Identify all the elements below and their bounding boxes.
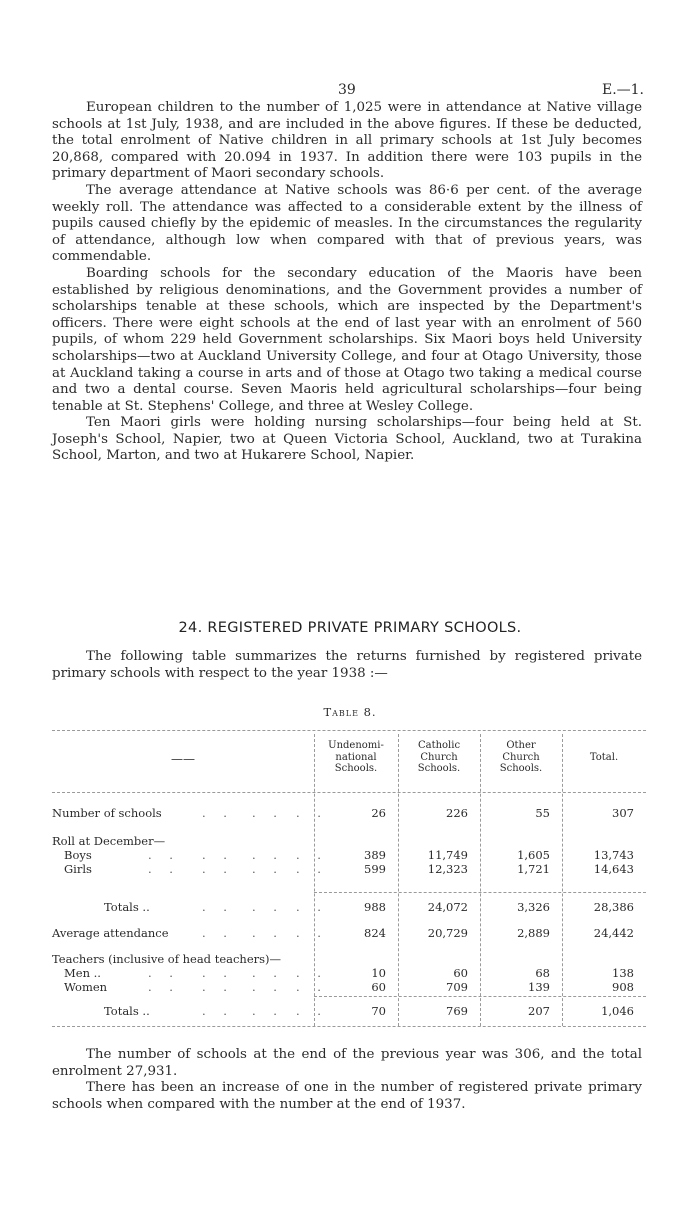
cell-schools-catholic: 226 (446, 806, 468, 820)
leader-dots: . . (202, 1004, 234, 1018)
leader-dots: . . (202, 862, 234, 876)
cell-girls-undenominational: 599 (364, 862, 386, 876)
table-bottom-rule (52, 1026, 646, 1027)
leader-dots: . . (148, 862, 180, 876)
paragraph: Ten Maori girls were holding nursing scholarships—four being held at St. Joseph's School, Napier, two at Queen Victoria School, Auckland, two at Turakina School, Marton, and two at Hukarere School, Napier. (52, 415, 642, 464)
page-header (0, 82, 700, 102)
header-rule (52, 792, 646, 793)
leader-dots: . . (252, 806, 284, 820)
cell-boys-catholic: 11,749 (427, 848, 468, 862)
statistics-table (52, 730, 646, 1030)
cell-men-undenominational: 10 (371, 966, 386, 980)
cell-attendance-undenominational: 824 (364, 926, 386, 940)
cell-girls-total: 14,643 (593, 862, 634, 876)
leader-dots: . . (296, 966, 328, 980)
row-label-schools: Number of schools (52, 806, 162, 820)
cell-roll-totals-catholic: 24,072 (427, 900, 468, 914)
paragraph: Boarding schools for the secondary education of the Maoris have been established by religious denominations, and the Government provides a number of scholarships tenable at these schools, which are inspected by the Department's officers. There were eight schools at the end of last year with an enrolment of 560 pupils, of whom 229 held Government scholarships. Six Maori boys held University scholarships—two at Auckland University College, and four at Otago University, those at Auckland taking a course in arts and of those at Otago two taking a medical course and two a dental course. Seven Maoris held agricultural scholarships—four being tenable at St. Stephens' College, and three at Wesley College. (52, 265, 642, 414)
cell-teacher-totals-other: 207 (528, 1004, 550, 1018)
leader-dots: . . (202, 806, 234, 820)
paragraph: The average attendance at Native schools was 86·6 per cent. of the average weekly roll. The attendance was affected to a considerable extent by the illness of pupils caused chiefly by the epidemic of measles. In the circumstances the regularity of attendance, although low when compared with that of previous years, was commendable. (52, 182, 642, 265)
row-label-girls: Girls (64, 862, 92, 876)
cell-attendance-total: 24,442 (593, 926, 634, 940)
cell-roll-totals-undenominational: 988 (364, 900, 386, 914)
paragraph: The following table summarizes the returns furnished by registered private primary schools with respect to the year 1938 :— (52, 649, 642, 681)
cell-men-other: 68 (535, 966, 550, 980)
leader-dots: . . (252, 900, 284, 914)
paragraph: There has been an increase of one in the number of registered private primary schools when compared with the number at the end of 1937. (52, 1080, 642, 1112)
column-rule (398, 734, 399, 1026)
row-label-roll-totals: Totals .. (104, 900, 150, 914)
cell-men-catholic: 60 (453, 966, 468, 980)
cell-schools-other: 55 (535, 806, 550, 820)
table-top-rule (52, 730, 646, 731)
cell-teacher-totals-undenominational: 70 (371, 1004, 386, 1018)
cell-boys-other: 1,605 (517, 848, 550, 862)
column-rule (562, 734, 563, 1026)
row-heading-teachers: Teachers (inclusive of head teachers)— (52, 952, 282, 966)
cell-women-total: 908 (612, 980, 634, 994)
leader-dots: . . (296, 848, 328, 862)
cell-attendance-other: 2,889 (517, 926, 550, 940)
column-header-catholic: Catholic Church Schools. (417, 740, 461, 774)
paragraph: The number of schools at the end of the previous year was 306, and the total enrolment 27,931. (52, 1047, 642, 1079)
lead-text (52, 649, 642, 682)
leader-dots: . . (202, 926, 234, 940)
cell-women-other: 139 (528, 980, 550, 994)
leader-dots: . . (202, 966, 234, 980)
leader-dots: . . (252, 1004, 284, 1018)
cell-women-undenominational: 60 (371, 980, 386, 994)
leader-dots: . . (296, 806, 328, 820)
leader-dots: . . (148, 966, 180, 980)
leader-dots: . . (296, 926, 328, 940)
column-header-other: Other Church Schools. (499, 740, 543, 774)
leader-dots: . . (252, 980, 284, 994)
cell-girls-other: 1,721 (517, 862, 550, 876)
table-caption: Table 8. (323, 705, 377, 719)
section-title: 24. REGISTERED PRIVATE PRIMARY SCHOOLS. (178, 620, 522, 636)
cell-attendance-catholic: 20,729 (427, 926, 468, 940)
leader-dots: . . (252, 862, 284, 876)
cell-boys-total: 13,743 (593, 848, 634, 862)
row-heading-roll: Roll at December— (52, 834, 166, 848)
leader-dots: . . (296, 980, 328, 994)
cell-schools-total: 307 (612, 806, 634, 820)
cell-schools-undenominational: 26 (371, 806, 386, 820)
page-number: 39 (338, 82, 356, 98)
paragraph: European children to the number of 1,025 were in attendance at Native village schools at 1st July, 1938, and are included in the above figures. If these be deducted, the total enrolment of Native children in all primary schools at 1st July becomes 20,868, compared with 20.094 in 1937. In addition there were 103 pupils in the primary department of Maori secondary schools. (52, 100, 642, 182)
cell-girls-catholic: 12,323 (427, 862, 468, 876)
leader-dots: . . (202, 848, 234, 862)
leader-dots: . . (148, 848, 180, 862)
outro-text (52, 1047, 642, 1113)
leader-dots: . . (252, 926, 284, 940)
intro-text (52, 100, 642, 465)
leader-dots: . . (252, 966, 284, 980)
row-label-boys: Boys (64, 848, 92, 862)
cell-roll-totals-other: 3,326 (517, 900, 550, 914)
document-reference: E.—1. (601, 82, 644, 98)
cell-men-total: 138 (612, 966, 634, 980)
leader-dots: . . (296, 1004, 328, 1018)
leader-dots: . . (202, 900, 234, 914)
column-header-total: Total. (589, 752, 619, 763)
cell-women-catholic: 709 (446, 980, 468, 994)
row-label-women: Women (64, 980, 108, 994)
cell-boys-undenominational: 389 (364, 848, 386, 862)
leader-dots: . . (252, 848, 284, 862)
cell-roll-totals-total: 28,386 (593, 900, 634, 914)
column-rule (480, 734, 481, 1026)
cell-teacher-totals-total: 1,046 (601, 1004, 634, 1018)
leader-dots: . . (296, 862, 328, 876)
leader-dots: . . (202, 980, 234, 994)
row-label-teacher-totals: Totals .. (104, 1004, 150, 1018)
leader-dots: . . (148, 980, 180, 994)
column-header-undenominational: Undenomi- national Schools. (328, 740, 384, 774)
cell-teacher-totals-catholic: 769 (446, 1004, 468, 1018)
stub-header: —— (171, 752, 195, 766)
leader-dots: . . (296, 900, 328, 914)
row-label-attendance: Average attendance (52, 926, 169, 940)
row-label-men: Men .. (64, 966, 101, 980)
